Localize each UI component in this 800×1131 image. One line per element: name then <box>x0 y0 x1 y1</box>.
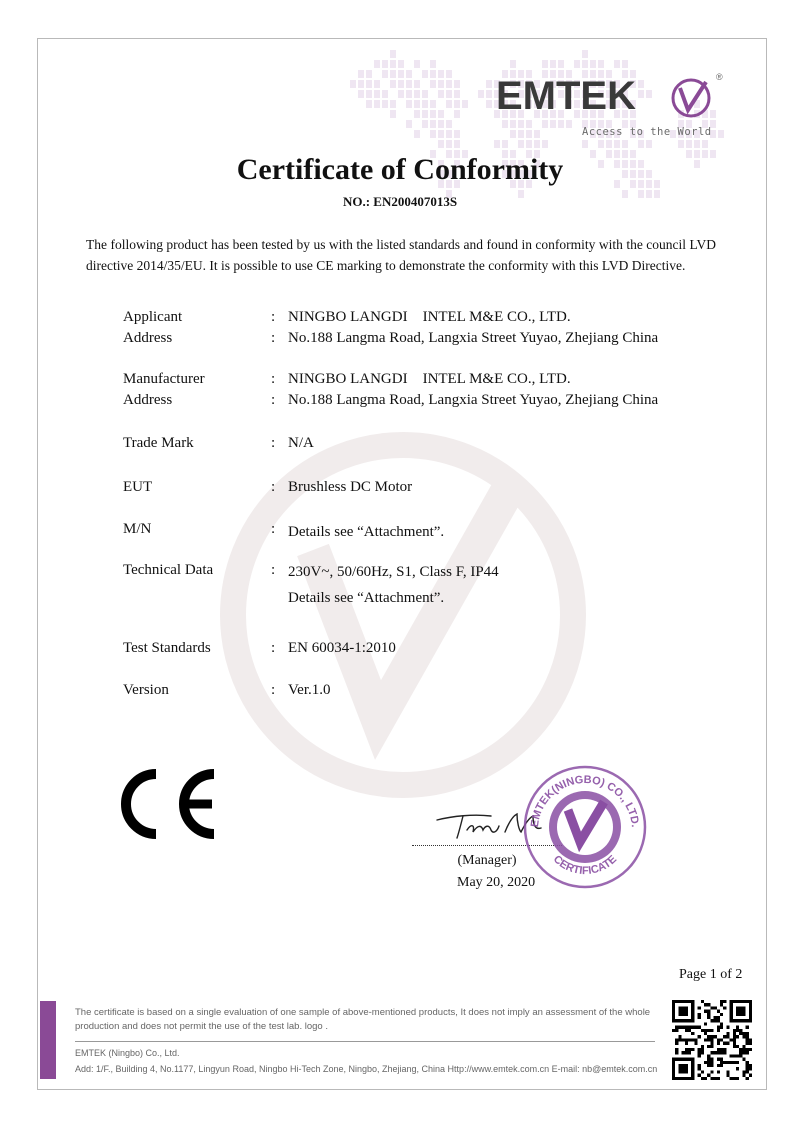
field-separator: : <box>271 682 276 698</box>
applicant-address-value: No.188 Langma Road, Langxia Street Yuyao, Zhejiang China <box>288 330 659 346</box>
registered-mark: ® <box>716 72 723 82</box>
qr-code-icon <box>672 1000 752 1080</box>
test-standards-value: EN 60034-1:2010 <box>288 640 396 656</box>
footer-accent-bar <box>40 1001 56 1079</box>
certificate-title: Certificate of Conformity <box>236 153 564 186</box>
trade-mark-label: Trade Mark <box>123 435 194 451</box>
field-separator: : <box>271 479 276 495</box>
footer-company: EMTEK (Ningbo) Co., Ltd. <box>75 1048 180 1058</box>
field-separator: : <box>271 562 276 578</box>
stamp-bottom-text: CERTIFICATE <box>550 853 620 878</box>
field-separator: : <box>271 330 276 346</box>
logo-wordmark: EMTEK <box>496 74 636 118</box>
page-number: Page 1 of 2 <box>679 967 743 982</box>
manufacturer-label: Manufacturer <box>123 371 205 387</box>
field-separator: : <box>271 521 276 537</box>
stamp-top-text: EMTEK(NINGBO) CO., LTD. <box>528 773 641 828</box>
eut-value: Brushless DC Motor <box>288 479 413 495</box>
field-separator: : <box>271 309 276 325</box>
test-standards-label: Test Standards <box>123 640 211 656</box>
company-seal-stamp <box>520 762 650 892</box>
applicant-value: NINGBO LANGDI INTEL M&E CO., LTD. <box>288 309 571 325</box>
logo-tagline: Access to the World <box>582 126 712 138</box>
field-separator: : <box>271 435 276 451</box>
manufacturer-address-value: No.188 Langma Road, Langxia Street Yuyao, Zhejiang China <box>288 392 659 408</box>
field-separator: : <box>271 371 276 387</box>
field-separator: : <box>271 640 276 656</box>
technical-data-label: Technical Data <box>123 562 214 578</box>
sign-date: May 20, 2020 <box>457 875 536 890</box>
eut-label: EUT <box>123 479 153 495</box>
version-label: Version <box>123 682 169 698</box>
applicant-label: Applicant <box>123 309 183 325</box>
logo-check-circle-icon <box>666 76 716 120</box>
signer-role: (Manager) <box>457 853 517 868</box>
emtek-logo <box>496 72 726 142</box>
footer-disclaimer: The certificate is based on a single evaluation of one sample of above-mentioned products, It does not imply an assessment of the whole production and does not permit the use of the test lab. logo . <box>75 1007 651 1032</box>
version-value: Ver.1.0 <box>288 682 331 698</box>
ce-mark-icon <box>120 768 220 840</box>
model-value: Details see “Attachment”. <box>288 524 445 540</box>
certificate-number: NO.: EN200407013S <box>342 194 458 209</box>
model-label: M/N <box>123 521 152 537</box>
manufacturer-address-label: Address <box>123 392 173 408</box>
technical-data-details: Details see “Attachment”. <box>288 590 445 606</box>
applicant-address-label: Address <box>123 330 173 346</box>
intro-paragraph: The following product has been tested by us with the listed standards and found in conformity with the council LVD directive 2014/35/EU. It is possible to use CE marking to demonstrate the conformity with this LVD Directive. <box>86 237 716 273</box>
footer-address: Add: 1/F., Building 4, No.1177, Lingyun Road, Ningbo Hi-Tech Zone, Ningbo, Zhejiang, China Http://www.emtek.com.cn E-mail: nb@emtek.com.cn <box>75 1064 658 1074</box>
technical-data-value: 230V~, 50/60Hz, S1, Class F, IP44 <box>288 564 499 580</box>
field-separator: : <box>271 392 276 408</box>
footer-divider <box>75 1041 655 1042</box>
manufacturer-value: NINGBO LANGDI INTEL M&E CO., LTD. <box>288 371 571 387</box>
trade-mark-value: N/A <box>288 435 314 451</box>
